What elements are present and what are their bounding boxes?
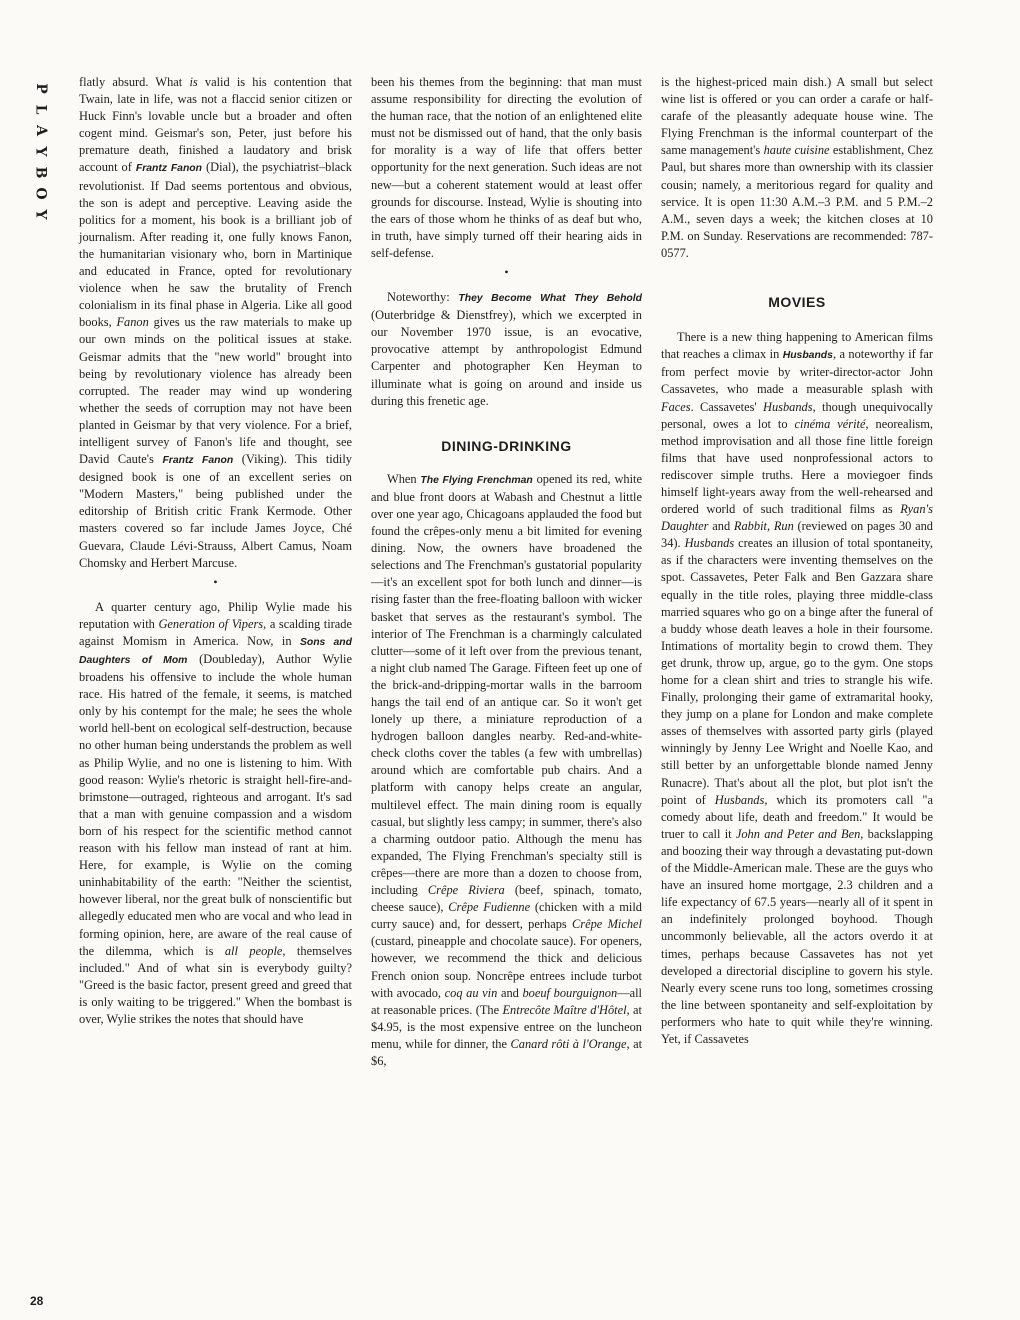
masthead-letter: Y	[32, 209, 49, 220]
masthead-letter: P	[32, 83, 49, 94]
masthead-letter: B	[32, 166, 49, 179]
section-bullet: •	[504, 265, 509, 280]
masthead-letter: O	[32, 187, 49, 200]
paragraph-fanon-review: flatly absurd. What is valid is his contention that Twain, late in life, was not a flaccid senior citizen or Huck Finn's lovable uncle but a broader and often cogent mind. Geismar's son, Peter, just before his premature death, finished a laudatory and brisk account of Frantz Fanon (Dial), the psychiatrist–black revolutionist. If Dad seems portentous and obvious, the son is adept and perceptive. Leaving aside the politics for a moment, his book is a brilliant job of journalism. After reading it, one fully knows Fanon, the humanitarian visionary who, born in Martinique and educated in France, opted for revolutionary violence when he saw the brutality of French colonialism in its final phase in Algeria. Like all good books, Fanon gives us the raw materials to make up our own minds on the political issues at stake. Geismar admits that the "new world" brought into being by revolutionary violence has already been corrupted. The reader may wind up wondering whether the seeds of corruption may not have been planted in Geismar by that very violence. For a brief, intelligent survey of Fanon's life and thought, see David Caute's Frantz Fanon (Viking). This tidily designed book is one of an excellent series on "Modern Masters," being published under the editorship of British critic Frank Kermode. Other masters covered so far include James Joyce, Ché Guevara, Claude Lévi-Strauss, Albert Camus, Noam Chomsky and Herbert Marcuse.	[79, 75, 352, 570]
section-bullet: •	[213, 574, 218, 589]
paragraph-frenchman-continued: is the highest-priced main dish.) A small but select wine list is offered or you can order a carafe or half-carafe of the pleasantly adequate house wine. The Flying Frenchman is the informal counterpart of the same management's haute cuisine establishment, Chez Paul, but shares more than ownership with its classier cousin; namely, a meritorious regard for quality and service. It is open 11:30 A.M.–3 P.M. and 5 P.M.–2 A.M., seven days a week; the kitchen closes at 10 P.M. on Sunday. Reservations are recommended: 787-0577.	[661, 75, 933, 260]
paragraph-husbands-review: There is a new thing happening to American films that reaches a climax in Husbands, a noteworthy if far from perfect movie by writer-director-actor John Cassavetes, who made a measurable splash with Faces. Cassavetes' Husbands, though unequivocally personal, owes a lot to cinéma vérité, neorealism, method improvisation and all those fine little foreign films that have used nonprofessional actors to rediscover simple truths. Here a moviegoer finds himself light-years away from the well-rehearsed and ordered world of such traditional films as Ryan's Daughter and Rabbit, Run (reviewed on pages 30 and 34). Husbands creates an illusion of total spontaneity, as if the characters were inventing themselves on the spot. Cassavetes, Peter Falk and Ben Gazzara share equally in the title roles, playing three middle-class married squares who go on a binge after the funeral of a buddy whose death leaves a hole in their foursome. Intimations of mortality begin to crowd them. They get drunk, throw up, argue, go to the gym. One stops home for a clean shirt and tries to strangle his wife. Finally, prolonging their game of extramarital hooky, they jump on a plane for London and make complete asses of themselves with assorted party girls (played winningly by Jenny Lee Wright and Noelle Kao, and still better by an unforgettable blonde named Jenny Runacre). That's about all the plot, but plot isn't the point of Husbands, which its promoters call "a comedy about life, death and freedom." It would be truer to call it John and Peter and Ben, backslapping and boozing their way through a devastating put-down of the Middle-American male. These are the guys who have an insured home mortgage, 2.3 children and a life expectancy of 67.5 years—nearly all of it spent in an indefinitely prolonged boyhood. Though uncommonly believable, all the actors overdo it at times, perhaps because Cassavetes has not yet developed a directorial discipline to govern his style. Nearly every scene runs too long, sometimes crossing the line between spontaneity and self-exploitation by performers who hate to quit while they're winning. Yet, if Cassavetes	[661, 330, 934, 1046]
masthead-letter: A	[32, 125, 49, 136]
page-number: 28	[30, 1294, 44, 1308]
column-2	[371, 74, 642, 1070]
paragraph-noteworthy: Noteworthy: They Become What They Behold (Outerbridge & Dienstfrey), which we excerpted in our November 1970 issue, is an evocative, provocative attempt by anthropologist Edmund Carpenter and photographer Ken Heyman to illuminate what is going on around and inside us during this frenetic age.	[371, 290, 642, 408]
masthead-letter: Y	[32, 146, 49, 157]
masthead-vertical	[25, 78, 55, 225]
paragraph-flying-frenchman: When The Flying Frenchman opened its red, white and blue front doors at Wabash and Chestnut a little over one year ago, Chicagoans applauded the food but found the crêpes-only menu a bit limited for evening dining. Now, the owners have broadened the selections and The Frenchman's gustatorial popularity—it's an excellent spot for both lunch and dinner—is rising faster than the free-floating balloon with wicker basket that serves as the restaurant's symbol. The interior of The Frenchman is a charmingly calculated clutter—some of it left over from the previous tenant, a night club named The Garage. Fifteen feet up one of the brick-and-dripping-mortar walls in the barroom hangs the tail end of an antique car. So it won't get lonely up there, a miniature reproduction of a hydrogen balloon dangles nearby. Red-and-white-check cloths cover the tables (a few with umbrellas) around which are comfortable pub chairs. And a platform with canopy helps create an angular, multilevel effect. The main dining room is equally casual, but slightly less campy; in summer, there's also a charming outdoor patio. Although the menu has expanded, The Flying Frenchman's specialty still is crêpes—there are more than a dozen to choose from, including Crêpe Riviera (beef, spinach, tomato, cheese sauce), Crêpe Fudienne (chicken with a mild curry sauce) and, for dessert, perhaps Crêpe Michel (custard, pineapple and chocolate sauce). For openers, however, we recommend the thick and delicious French onion soup. Noncrêpe entrees include turbot with avocado, coq au vin and boeuf bourguignon—all at reasonable prices. (The Entrecôte Maître d'Hôtel, at $4.95, is the most expensive entree on the luncheon menu, while for dinner, the Canard rôti à l'Orange, at $6,	[371, 471, 643, 1068]
column-3	[661, 74, 933, 1048]
column-1	[79, 74, 352, 1028]
heading-movies: MOVIES	[768, 294, 826, 311]
heading-dining-drinking: DINING-DRINKING	[441, 437, 572, 454]
paragraph-wylie-review: A quarter century ago, Philip Wylie made his reputation with Generation of Vipers, a scalding tirade against Momism in America. Now, in Sons and Daughters of Mom (Doubleday), Author Wylie broadens his offensive to include the whole human race. His hatred of the female, it seems, is matched only by his contempt for the male; he sees the whole world hell-bent on ecological self-destruction, because no other human being understands the problem as well as Philip Wylie, and no one is listening to him. With good reason: Wylie's rhetoric is straight hell-fire-and-brimstone—outraged, righteous and arrogant. It's sad that a man with genuine compassion and a wisdom born of his respect for the scientific method cannot reason with his fellow man instead of rant at him. Here, for example, is Wylie on the coming uninhabitability of the earth: "Neither the scientist, however liberal, nor the great bulk of nonscientific but allegedly educated men who are vocal and who lead in forming opinion, here, are aware of the real cause of the dilemma, which is all people, themselves included." And of what sin is everybody guilty? "Greed is the basic factor, present greed and greed that is only waiting to be triggered." When the bombast is over, Wylie strikes the notes that should have	[79, 599, 353, 1026]
paragraph-wylie-continued: been his themes from the beginning: that man must assume responsibility for directing the evolution of the human race, that the notion of an enlightened elite must not be dismissed out of hand, that the only basis for morality is a way of life that offers better opportunity for the next generation. Such ideas are not new—but a coherent statement would at least offer grounds for discourse. Instead, Wylie is shouting into the ears of those whom he thinks of as deaf but who, in truth, have simply turned off their hearing aids in self-defense.	[371, 75, 642, 260]
masthead-letter: L	[32, 104, 49, 115]
